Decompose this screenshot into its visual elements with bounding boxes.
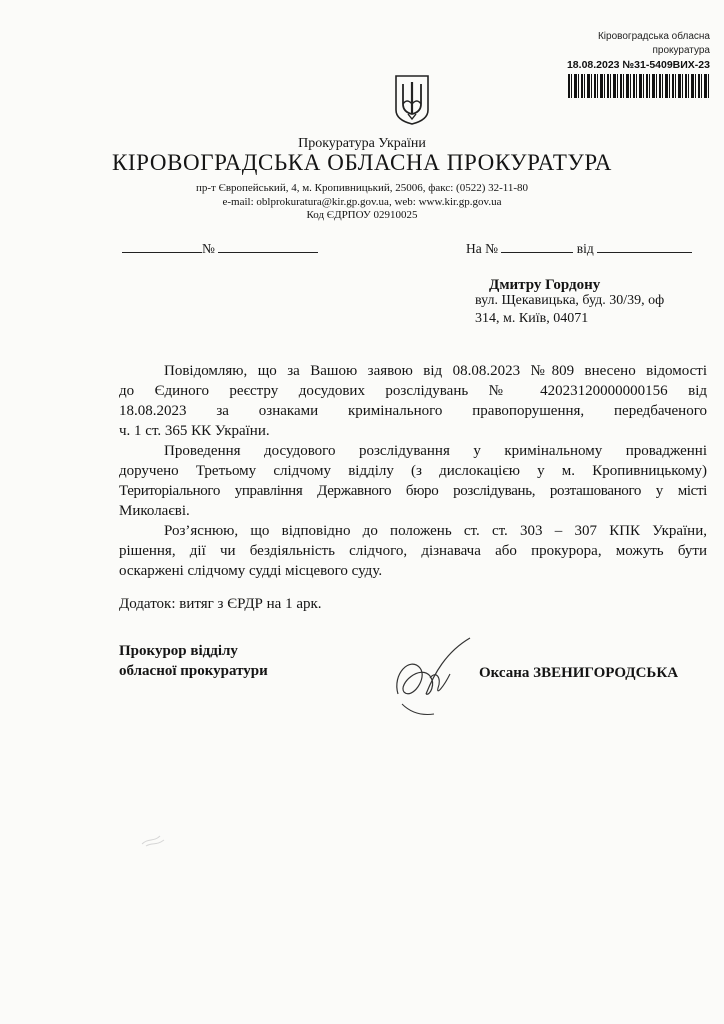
p1-line3: 18.08.2023 за ознаками кримінального правопорушення, передбаченого bbox=[119, 403, 707, 419]
signature-icon bbox=[390, 634, 475, 719]
outgoing-ref bbox=[122, 240, 318, 257]
incoming-date-blank bbox=[597, 240, 692, 253]
barcode-icon bbox=[568, 74, 710, 98]
stamp-org-line1: Кіровоградська обласна bbox=[597, 31, 710, 42]
addressee-name: Дмитру Гордону bbox=[489, 277, 601, 293]
p2-line1: Проведення досудового розслідування у кримінальному провадженні bbox=[164, 443, 707, 459]
signer-name: Оксана ЗВЕНИГОРОДСЬКА bbox=[479, 665, 679, 681]
header-ministry: Прокуратура України bbox=[298, 136, 426, 151]
signer-position-line1: Прокурор відділу bbox=[119, 643, 238, 659]
p1-line1: Повідомляю, що за Вашою заявою від 08.08.2023 №809 внесено відомості bbox=[164, 363, 707, 379]
signer-position-line2: обласної прокуратури bbox=[119, 663, 268, 679]
header-code: Код ЄДРПОУ 02910025 bbox=[306, 209, 418, 221]
stamp-org-line2: прокуратура bbox=[652, 45, 710, 56]
incoming-ref bbox=[466, 240, 692, 257]
p3-line2: рішення, дії чи бездіяльність слідчого, дізнавача або прокурора, можуть бути bbox=[119, 543, 707, 559]
incoming-number-blank bbox=[501, 240, 573, 253]
body-paragraph-3 bbox=[119, 521, 707, 581]
incoming-date-label: від bbox=[576, 241, 594, 256]
p2-line3: Територіального управління Державного бюро розслідувань, розташованого у місті bbox=[119, 483, 707, 499]
p2-line2: доручено Третьому слідчому відділу (з дислокацією у м. Кропивницькому) bbox=[119, 463, 707, 479]
addressee-line1: вул. Щекавицька, буд. 30/39, оф bbox=[475, 293, 665, 308]
header-address: пр-т Європейський, 4, м. Кропивницький, 25006, факс: (0522) 32-11-80 bbox=[195, 182, 529, 194]
p1-line4: ч. 1 ст. 365 КК України. bbox=[119, 423, 270, 439]
attachment-note: Додаток: витяг з ЄРДР на 1 арк. bbox=[119, 596, 322, 612]
p1-line2: до Єдиного реєстру досудових розслідувань № 42023120000000156 від bbox=[119, 383, 707, 399]
p2-line4: Миколаєві. bbox=[119, 503, 190, 519]
body-paragraph-1 bbox=[119, 361, 707, 441]
header-title: КІРОВОГРАДСЬКА ОБЛАСНА ПРОКУРАТУРА bbox=[111, 150, 613, 175]
stamp-reg-number: 18.08.2023 №31-5409ВИХ-23 bbox=[566, 59, 710, 71]
outgoing-date-blank bbox=[122, 240, 202, 253]
body-paragraph-2 bbox=[119, 441, 707, 521]
p3-line3: оскаржені слідчому судді місцевого суду. bbox=[119, 563, 383, 579]
registration-stamp bbox=[540, 30, 710, 98]
scan-mark-icon bbox=[140, 830, 170, 850]
outgoing-number-blank bbox=[218, 240, 318, 253]
outgoing-no-sign: № bbox=[202, 241, 215, 256]
p3-line1: Роз’яснюю, що відповідно до положень ст. ст. 303 – 307 КПК України, bbox=[164, 523, 707, 539]
addressee-line2: 314, м. Київ, 04071 bbox=[475, 311, 589, 326]
incoming-no-label: На № bbox=[466, 241, 498, 256]
trident-emblem-icon bbox=[393, 74, 431, 126]
header-contacts: e-mail: oblprokuratura@kir.gp.gov.ua, web: www.kir.gp.gov.ua bbox=[222, 196, 502, 208]
